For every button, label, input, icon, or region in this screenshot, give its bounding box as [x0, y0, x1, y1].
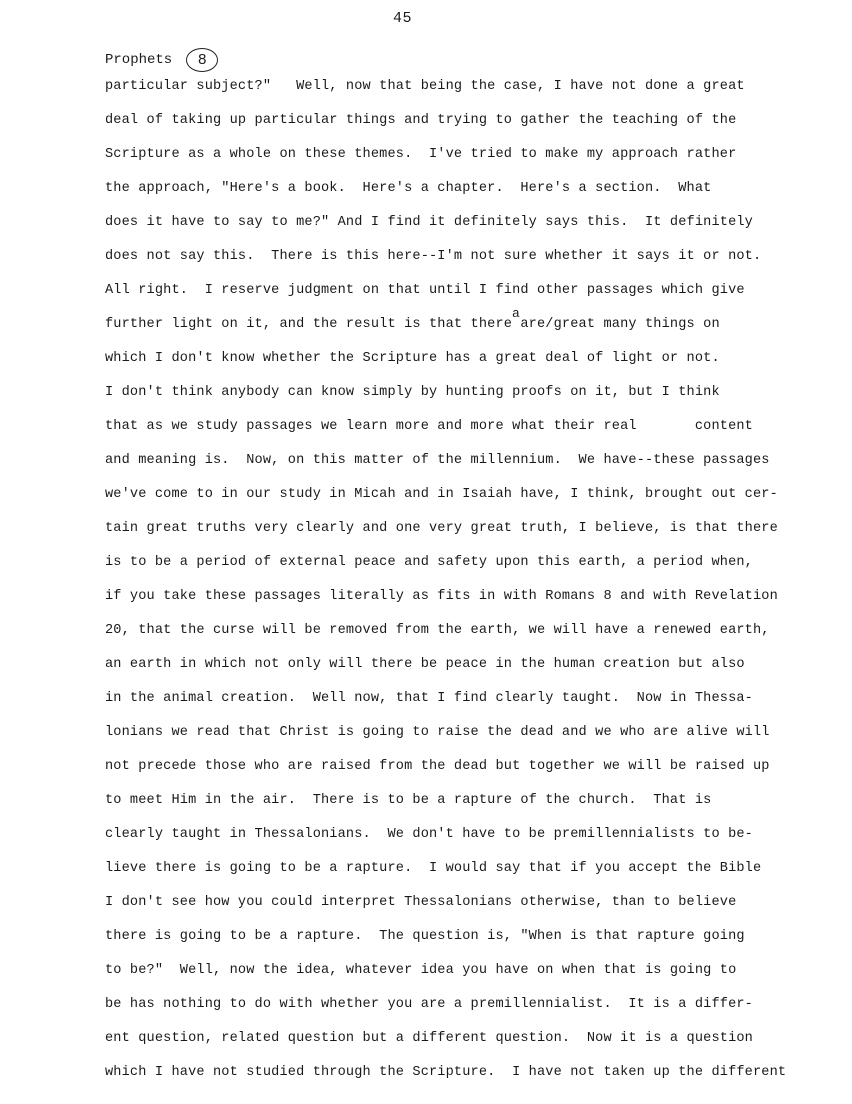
text-line: does not say this. There is this here--I'm not sure whether it says it or not.: [105, 249, 762, 264]
text-line: Scripture as a whole on these themes. I've tried to make my approach rather: [105, 147, 737, 162]
text-line: particular subject?" Well, now that being the case, I have not done a great: [105, 79, 745, 94]
text-line: that as we study passages we learn more and more what their real content: [105, 419, 753, 434]
text-line: I don't think anybody can know simply by hunting proofs on it, but I think: [105, 385, 720, 400]
text-line: not precede those who are raised from the dead but together we will be raised up: [105, 759, 770, 774]
text-line: lonians we read that Christ is going to raise the dead and we who are alive will: [105, 725, 770, 740]
text-line: if you take these passages literally as fits in with Romans 8 and with Revelation: [105, 589, 778, 604]
text-line: an earth in which not only will there be peace in the human creation but also: [105, 657, 745, 672]
text-line: ent question, related question but a different question. Now it is a question: [105, 1031, 753, 1046]
handwritten-insertion-mark: a: [512, 306, 520, 321]
section-number-circle: 8: [186, 48, 218, 72]
page-number: 45: [393, 10, 413, 27]
text-line: to meet Him in the air. There is to be a rapture of the church. That is: [105, 793, 712, 808]
text-line: does it have to say to me?" And I find it definitely says this. It definitely: [105, 215, 753, 230]
text-line: which I have not studied through the Scripture. I have not taken up the different: [105, 1065, 787, 1080]
text-line: we've come to in our study in Micah and in Isaiah have, I think, brought out cer-: [105, 487, 778, 502]
text-line: is to be a period of external peace and safety upon this earth, a period when,: [105, 555, 753, 570]
text-line: 20, that the curse will be removed from the earth, we will have a renewed earth,: [105, 623, 770, 638]
text-line: All right. I reserve judgment on that until I find other passages which give: [105, 283, 745, 298]
text-line: the approach, "Here's a book. Here's a chapter. Here's a section. What: [105, 181, 712, 196]
text-line: and meaning is. Now, on this matter of the millennium. We have--these passages: [105, 453, 770, 468]
text-line: I don't see how you could interpret Thessalonians otherwise, than to believe: [105, 895, 737, 910]
text-line: further light on it, and the result is that there are/great many things on: [105, 317, 720, 332]
text-line: which I don't know whether the Scripture has a great deal of light or not.: [105, 351, 720, 366]
text-line: deal of taking up particular things and trying to gather the teaching of the: [105, 113, 737, 128]
text-line: to be?" Well, now the idea, whatever idea you have on when that is going to: [105, 963, 737, 978]
text-line: clearly taught in Thessalonians. We don't have to be premillennialists to be-: [105, 827, 753, 842]
text-line: tain great truths very clearly and one very great truth, I believe, is that there: [105, 521, 778, 536]
text-line: in the animal creation. Well now, that I find clearly taught. Now in Thessa-: [105, 691, 753, 706]
text-line: there is going to be a rapture. The question is, "When is that rapture going: [105, 929, 745, 944]
header-label: Prophets: [105, 52, 173, 68]
text-line: lieve there is going to be a rapture. I would say that if you accept the Bible: [105, 861, 762, 876]
text-line: be has nothing to do with whether you are a premillennialist. It is a differ-: [105, 997, 753, 1012]
page-header: [105, 48, 218, 72]
